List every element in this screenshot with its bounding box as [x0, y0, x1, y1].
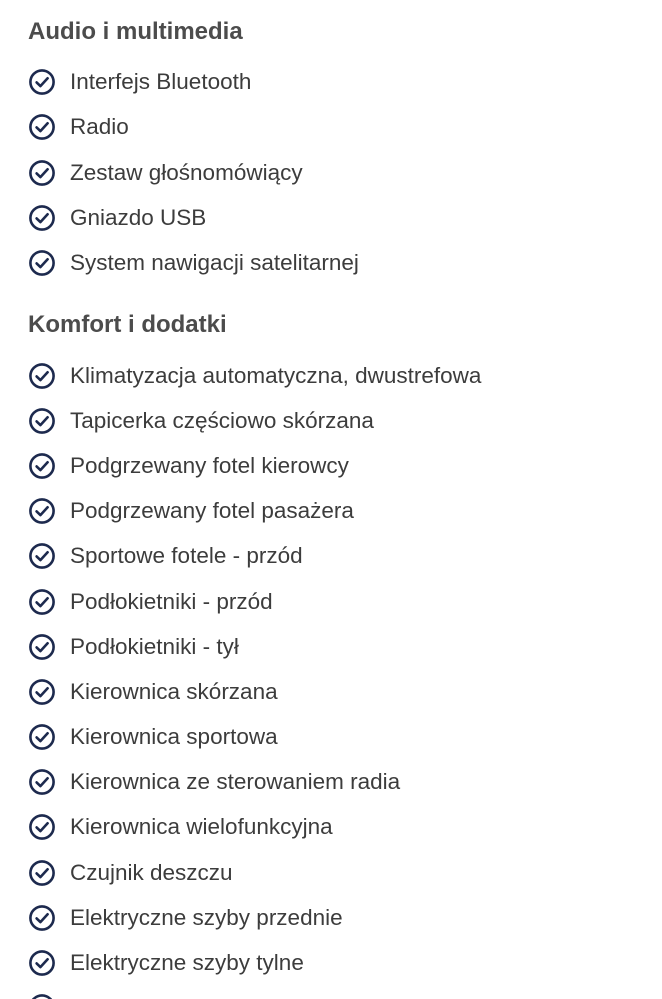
- feature-label: Kierownica sportowa: [70, 724, 278, 749]
- feature-label: Kierownica wielofunkcyjna: [70, 814, 333, 839]
- check-circle-icon: [28, 204, 56, 232]
- check-circle-icon: [28, 949, 56, 977]
- check-circle-icon: [28, 904, 56, 932]
- feature-label: Sportowe fotele - przód: [70, 543, 303, 568]
- list-item: [28, 858, 233, 888]
- list-item: [28, 677, 278, 707]
- feature-label: Kierownica ze sterowaniem radia: [70, 769, 401, 794]
- check-circle-icon: [28, 768, 56, 796]
- feature-label: Klimatyzacja automatyczna, dwustrefowa: [70, 363, 482, 388]
- check-circle-icon: [28, 68, 56, 96]
- feature-label: Zestaw głośnomówiący: [70, 160, 303, 185]
- check-circle-icon: [28, 993, 56, 999]
- feature-label: Podgrzewany fotel pasażera: [70, 498, 354, 523]
- check-circle-icon: [28, 407, 56, 435]
- list-item: [28, 67, 251, 97]
- feature-label: Podłokietniki - tył: [70, 634, 239, 659]
- check-circle-icon: [28, 723, 56, 751]
- list-item: [28, 948, 304, 978]
- feature-label: Kierownica skórzana: [70, 679, 278, 704]
- list-item: [28, 722, 278, 752]
- feature-label: Gniazdo USB: [70, 205, 207, 230]
- check-circle-icon: [28, 249, 56, 277]
- feature-label: Radio: [70, 114, 129, 139]
- list-item: [28, 203, 206, 233]
- section-title: Audio i multimedia: [28, 18, 243, 45]
- list-item: [28, 496, 354, 526]
- check-circle-icon: [28, 859, 56, 887]
- list-item: [28, 903, 343, 933]
- feature-label: Tapicerka częściowo skórzana: [70, 408, 374, 433]
- check-circle-icon: [28, 113, 56, 141]
- list-item: [28, 361, 481, 391]
- check-circle-icon: [28, 497, 56, 525]
- feature-label: Elektryczne szyby przednie: [70, 905, 343, 930]
- feature-label: Elektryczne szyby tylne: [70, 950, 304, 975]
- check-circle-icon: [28, 542, 56, 570]
- feature-label: Interfejs Bluetooth: [70, 69, 252, 94]
- feature-label: Czujnik deszczu: [70, 860, 233, 885]
- list-item: [28, 406, 374, 436]
- section-title: Komfort i dodatki: [28, 311, 227, 338]
- list-item: [28, 112, 129, 142]
- check-circle-icon: [28, 362, 56, 390]
- list-item: [28, 632, 239, 662]
- check-circle-icon: [28, 159, 56, 187]
- check-circle-icon: [28, 678, 56, 706]
- feature-label: Podgrzewany fotel kierowcy: [70, 453, 349, 478]
- list-item: [28, 248, 359, 278]
- check-circle-icon: [28, 452, 56, 480]
- list-item: [28, 451, 349, 481]
- list-item: [28, 541, 303, 571]
- list-item: [28, 767, 400, 797]
- check-circle-icon: [28, 813, 56, 841]
- list-item: [28, 812, 333, 842]
- check-circle-icon: [28, 633, 56, 661]
- list-item: [28, 158, 303, 188]
- feature-label: Podłokietniki - przód: [70, 589, 273, 614]
- feature-label: System nawigacji satelitarnej: [70, 250, 359, 275]
- list-item: [28, 587, 273, 617]
- check-circle-icon: [28, 588, 56, 616]
